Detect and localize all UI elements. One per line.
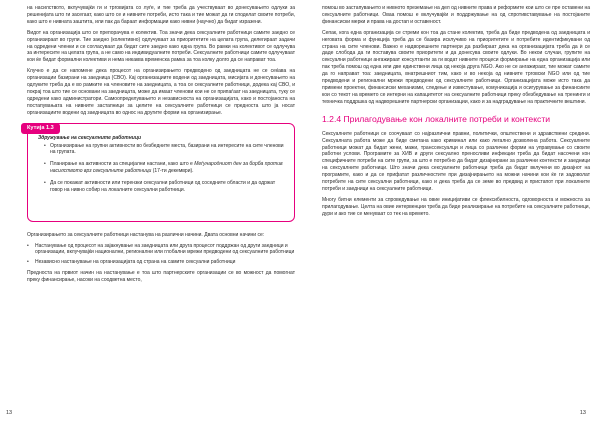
info-box-body — [27, 123, 295, 222]
list-item: • Независно настанување на организацијата од страна на самите сексуални работници — [27, 259, 295, 266]
list-item: • Настанување од процесот на зајакнување на заедницата или друга процесот поддржан од други заедници и организации, вклучувајќи национални, регионални или глобални мрежи предводени од сексуалните работници — [27, 243, 295, 257]
left-column — [27, 5, 295, 288]
info-box-item: • Планирање на активности за специјални настани, како што е Меѓународниот ден за борба против насилството врз сексуалните работници (17-ти декември). — [44, 161, 284, 175]
page-number-left: 13 — [6, 410, 13, 416]
info-box-item-italic: Меѓународниот ден за борба против насилството врз сексуалните работници — [50, 161, 283, 175]
left-paragraph-2: Видот на организација што се препорачува е колектив. Тоа значи дека сексуалните работници самите заедно се организираат во групи. Тие заедно (колективно) одлучуваат за приоритетите на целата група, делегираат задачи на одредени членки и се согласуваат да бидат сите заедно како една група. Во рамки на колективот се одлучува за интересите на целата група, а не само на индивидуалните потреби. Сексуалните работници самите одлучуваат кои ќе бидат формални колективи и нема никаква временска рамка за тоа колку долго да се направат тоа. — [27, 29, 295, 64]
left-paragraph-3: Клучно е да се напомене дека процесот на организирањето предводено од заедницата не се сеќава на организации базирани на заедница (CBO). Кај организациите водени од заедницата, мисијата и донесувањето на одлуките треба да е во рамките на членовите на заедницата, а тоа се сексуалните работници, додека кај CBO, и покрај тоа што тие се основани на заедницата, може да имаат членови кои не се припаѓаат на заедницата, туку се одредени како администратори. Самоопределувањето и независноста на организацијата, како и постојаноста на постапувањата на нивните застапници за целите на сексуалните работници се предноста што ја носат организациите водени од заедницата во однос на другите форми на организирање. — [27, 68, 295, 116]
left-paragraph-4: Организирањето за сексуалните работници настанува на различни начини. Двата основни начини се: — [27, 231, 265, 238]
info-box-title: Здружување на сексуалните работници — [38, 134, 142, 141]
section-heading: 1.2.4 Прилагодување кон локалните потреби и контексти — [322, 113, 551, 124]
right-paragraph-1: помош во застапувањето и нивното преземање на дел од нивните права и реформите кои што се пре оставени на сексуалните работници. Оваа помош е вклучувајќи и поддржување на од спротивставување на постојаните финансиски мерки и права на достап и оставеност. — [322, 5, 590, 25]
right-paragraph-2: Сепак, кога една организација се стреми кон тоа да стане колектив, треба да биде предводена од заедницата и неговата форма и функција треба да се базира исклучиво на приоритетите и потребите идентификувани од страна на сите членови. Важно е надворешните партнери да разбираат дека на организацијата треба да ѝ се даде слобода да ги поставува своите приоритети и да донесува своите одлуки. Во некои случаи, групите на сексуални работници ангажираат консултанти за ги водат нивните процеси формирање на една организација или пак треба помош од една или две единствени лица од некоја друга NGO. Ако не се ангажираат, тие можат самите да го направат тоа: заедницата, внатрешниот тим, како и во некоја од нивните трговски NGO или од тие предводени и регионални мрежи предводени од сексуалните работници. Организацијата може исто така да примени проектни, финансиски механизми, следење и известување, комуникација и осигурување за финансиите кои со текот на времето се интерни на капацитетот на сексуалните работници преку обезбедување на тренинги и техничка поддршка од надворешните партнерски организации, како и за надградување на практичните вештини. — [322, 29, 590, 105]
right-column — [322, 5, 590, 222]
info-box-tab: Кутија 1.3 — [21, 123, 60, 134]
info-box — [27, 123, 295, 222]
info-box-item: • Организирање на групни активности во безбедните места, базирани на интересите на сите членови на групата. — [44, 143, 284, 157]
left-bullet-list — [27, 243, 295, 267]
right-paragraph-3: Сексуалните работници се соочуваат со најразлични правни, политички, општествени и здравствени средини. Сексуалната работа може да биде сметана како криминал или како легално дозволена работа. Сексуалните работници можат да бидат жени, мажи, транссексуалци и лица со различни форми на управување со своите работни услови. Програмите за ХИВ и други сексуално преносливи инфекции треба да бидат насочени кон специфичните потреби на сите групи, за што е потребно да бидат дизајнирани за различни контексти и заедници на сексуалните работници. Што значи дека сексуалните работници треба да бидат вклучени во дизајнот на програмите, како и да се прифатат различностите при дизајнирањето на можни начини кои ќе ги задоволат потребите на сите сексуални работници, како и дека треба да се земе во предвид и пристапот при локалните потреби и заедници на сексуалните работници. — [322, 130, 590, 192]
info-box-list — [38, 143, 284, 194]
right-paragraph-4: Многу битни елементи за спроведување на овие иницијативи се флексибилноста, одговорноста и можноста за прилагодување. Целта на овие интервенции треба да биде реализирање на потребите на сексуалните работници, дури и ако тие се менуваат со тек на времето. — [322, 196, 590, 217]
left-paragraph-1: на насилството, вклучувајќи ги и трговијата со луѓе, и тие треба да учествуваат во донесувањето одлуки за решенијата што ги засегаат, како што се и нивните потреби, исто така и тие можат да ги споделат своите потреби, како што е нивната заштита, или пак да бараат информации како нивни (научно) да бидат изразени. — [27, 5, 295, 25]
left-paragraph-5: Предноста на првиот начин на настанување е тоа што партнерските организации се во можност да помогнат преку финансирање, насоки на соодветна место, — [27, 270, 295, 284]
page-number-right: 13 — [579, 410, 586, 416]
info-box-item: • Да се покажат активности или терензки сексуални работници од соседните области и да одржат говор на нивно собир на локалните сексуални работници. — [44, 180, 284, 194]
